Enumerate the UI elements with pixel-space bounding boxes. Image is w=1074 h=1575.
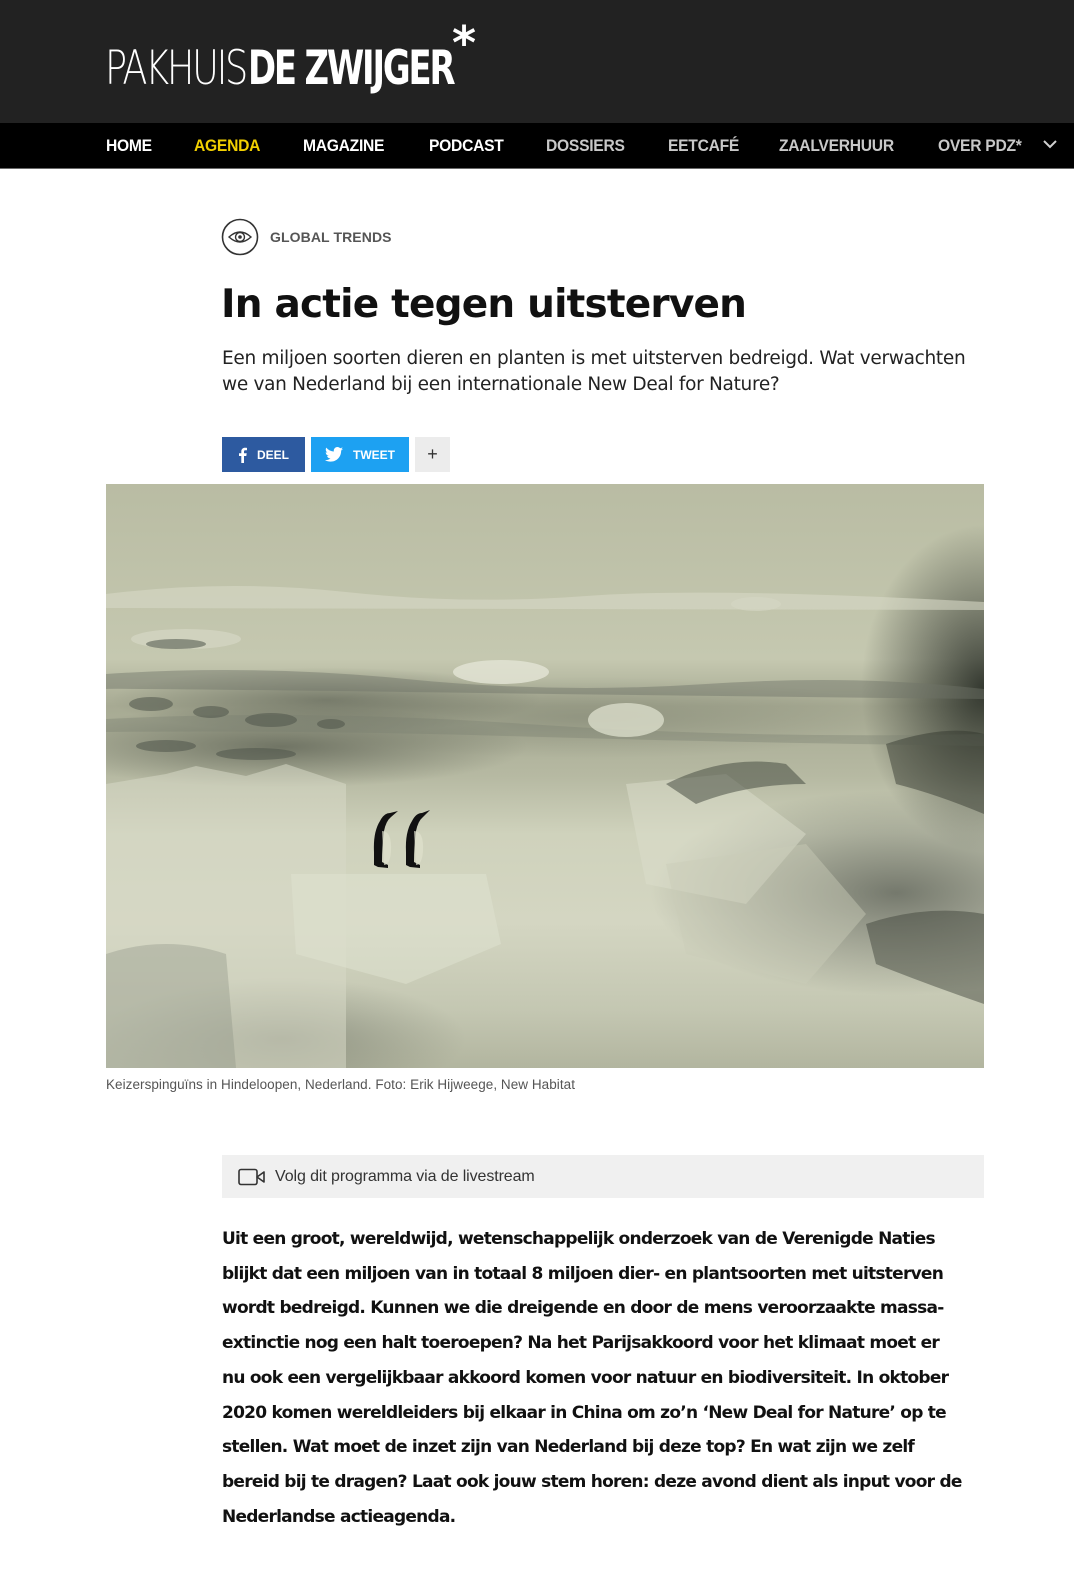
livestream-label: Volg dit programma via de livestream (275, 1167, 535, 1185)
video-camera-icon (238, 1168, 266, 1186)
share-bar (222, 437, 450, 472)
more-share-button[interactable]: + (415, 437, 450, 472)
category-link[interactable] (221, 218, 392, 256)
body-line: wordt bedreigd. Kunnen we die dreigende en door de mens veroorzaakte massa- (222, 1298, 944, 1319)
nav-item-dossiers[interactable]: DOSSIERS (546, 136, 625, 155)
article-photo (106, 484, 984, 1068)
body-line: stellen. Wat moet de inzet zijn van Nederland bij deze top? En wat zijn we zelf (222, 1437, 915, 1458)
facebook-share-label: DEEL (256, 447, 289, 462)
body-line: bereid bij te dragen? Laat ook jouw stem horen: deze avond dient als input voor de (222, 1471, 962, 1492)
category-label: GLOBAL TRENDS (270, 229, 392, 245)
nav-item-home[interactable]: HOME (106, 136, 152, 155)
nav-item-magazine[interactable]: MAGAZINE (303, 136, 385, 155)
page-title: In actie tegen uitsterven (221, 282, 747, 327)
nav-item-podcast[interactable]: PODCAST (429, 136, 504, 155)
nav-item-agenda[interactable]: AGENDA (194, 136, 261, 155)
ice-landscape (106, 484, 984, 1068)
article-body (222, 1222, 992, 1534)
article-lead: Een miljoen soorten dieren en planten is met uitsterven bedreigd. Wat verwachten we van Nederland bij een internationale New Deal for Nature? (222, 348, 966, 395)
site-logo[interactable] (105, 16, 533, 96)
photo-caption: Keizerspinguïns in Hindeloopen, Nederland. Foto: Erik Hijweege, New Habitat (106, 1077, 575, 1092)
body-line: nu ook een vergelijkbaar akkoord komen voor natuur en biodiversiteit. In oktober (222, 1367, 949, 1388)
body-line: Nederlandse actieagenda. (222, 1506, 456, 1527)
nav-item-eetcafe[interactable]: EETCAFÉ (668, 136, 740, 155)
twitter-share-label: TWEET (353, 447, 395, 462)
twitter-icon (325, 447, 343, 462)
twitter-share-button[interactable] (311, 437, 409, 472)
body-line: Uit een groot, wereldwijd, wetenschappelijk onderzoek van de Verenigde Naties (222, 1229, 935, 1249)
body-line: extinctie nog een halt toeroepen? Na het Parijsakkoord voor het klimaat moet er (222, 1333, 940, 1354)
logo-text-bold: DE ZWIJGER (247, 41, 454, 96)
nav-item-zaalverhuur[interactable]: ZAALVERHUUR (779, 136, 894, 155)
body-line: 2020 komen wereldleiders bij elkaar in China om zo’n ‘New Deal for Nature’ op te (222, 1402, 946, 1423)
main-nav (0, 123, 1074, 169)
facebook-icon (238, 447, 247, 463)
penguins-illustration (364, 807, 436, 875)
body-line: blijkt dat een miljoen van in totaal 8 miljoen dier- en plantsoorten met uitsterven (222, 1263, 944, 1284)
site-header (0, 0, 1074, 123)
logo-asterisk-icon: * (452, 16, 477, 70)
chevron-down-icon[interactable] (1042, 136, 1058, 152)
eye-icon (221, 218, 259, 256)
facebook-share-button[interactable] (222, 437, 305, 472)
logo-text-light: PAKHUIS (105, 41, 246, 96)
nav-item-over-pdz[interactable]: OVER PDZ* (938, 136, 1022, 155)
livestream-link[interactable] (222, 1155, 984, 1198)
